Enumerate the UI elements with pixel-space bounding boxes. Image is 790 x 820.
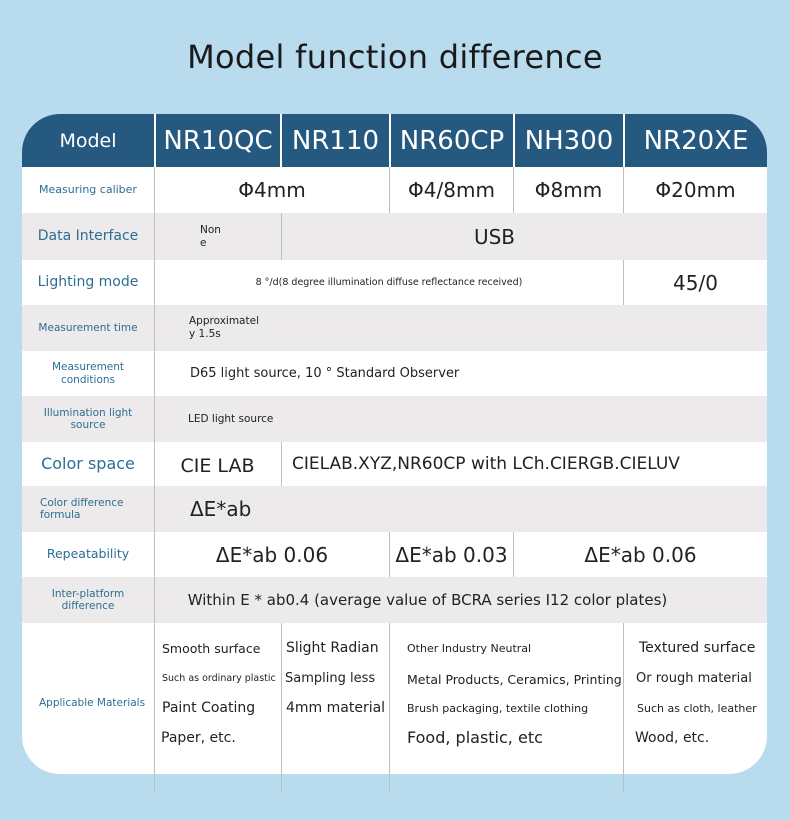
color-difference-value: ΔE*ab [190,497,252,521]
row-label: Repeatability [46,546,130,562]
materials-nr110-line-1: Slight Radian [286,640,379,656]
materials-nr10qc-line-2: Such as ordinary plastic [162,673,276,684]
row-measuring-caliber [22,167,767,213]
materials-nr10qc-line-1: Smooth surface [162,641,261,656]
row-label: Applicable Materials [39,696,146,709]
grid-line [389,532,390,577]
materials-nr110-line-2: Sampling less [285,671,376,686]
caliber-value-nr60cp: Φ4/8mm [408,178,495,202]
materials-nr60cp-nh300-line-1: Other Industry Neutral [407,642,532,655]
materials-nr60cp-nh300-line-4: Food, plastic, etc [407,728,543,747]
row-label: Lighting mode [37,274,139,291]
row-measurement-conditions [22,351,767,396]
row-label: Color space [41,453,135,473]
repeatability-value-nr60cp: ΔE*ab 0.03 [395,542,508,567]
caliber-value-nr10qc-nr110: Φ4mm [238,178,306,202]
interface-value-nr10qc: None [200,223,221,249]
grid-line [513,167,514,213]
caliber-value-nh300: Φ8mm [534,178,603,202]
row-color-difference-formula [22,486,767,532]
grid-line [154,167,155,774]
row-label: Measurement conditions [51,361,125,386]
grid-line [389,623,390,774]
row-inter-platform-difference [22,577,767,623]
header-model-nr10qc: NR10QC [163,125,273,156]
grid-line-overflow [623,774,624,792]
grid-line [281,623,282,774]
row-repeatability [22,532,767,577]
materials-nr20xe-line-1: Textured surface [639,640,756,656]
row-illumination-light-source [22,396,767,442]
page-title: Model function difference [187,38,603,76]
row-label: Measurement time [38,321,138,334]
lighting-value-8d: 8 °/d(8 degree illumination diffuse reflectance received) [255,276,523,288]
materials-nr60cp-nh300-line-2: Metal Products, Ceramics, Printing [407,672,622,687]
grid-line [513,532,514,577]
grid-line-overflow [389,774,390,792]
lighting-value-45-0: 45/0 [673,270,718,295]
header-model-nr20xe: NR20XE [643,125,749,156]
grid-line [281,213,282,260]
repeatability-value-nr10qc-nr110: ΔE*ab 0.06 [215,542,329,567]
grid-line-overflow [281,774,282,792]
grid-line [389,167,390,213]
table-header [22,114,767,167]
row-measurement-time [22,305,767,351]
inter-platform-value: Within E * ab0.4 (average value of BCRA series I12 color plates) [187,591,668,609]
row-label: Color difference formula [40,496,124,521]
grid-line [623,167,624,213]
grid-line [281,442,282,486]
materials-nr10qc-line-3: Paint Coating [162,700,256,716]
grid-line [623,623,624,774]
materials-nr60cp-nh300-line-3: Brush packaging, textile clothing [407,702,589,715]
header-model-nr60cp: NR60CP [399,125,505,156]
row-label: Inter-platform difference [51,587,125,612]
row-color-space [22,442,767,486]
grid-line-overflow [154,774,155,792]
materials-nr20xe-line-3: Such as cloth, leather [637,702,757,715]
row-applicable-materials [22,623,767,774]
row-lighting-mode [22,260,767,305]
row-label: Data Interface [37,228,139,245]
comparison-table [22,114,767,774]
measurement-time-value: Approximately 1.5s [189,315,259,340]
materials-nr10qc-line-4: Paper, etc. [161,730,236,746]
header-model-label: Model [59,129,117,152]
interface-value-usb: USB [473,224,516,249]
color-space-value-others: CIELAB.XYZ,NR60CP with LCh.CIERGB.CIELUV [292,453,680,474]
measurement-conditions-value: D65 light source, 10 ° Standard Observer [190,365,460,381]
grid-line [623,260,624,305]
header-model-nh300: NH300 [524,125,614,156]
illumination-value: LED light source [188,412,274,425]
color-space-value-nr10qc: CIE LAB [180,454,255,477]
row-label: Measuring caliber [39,182,137,196]
row-data-interface [22,213,767,260]
materials-nr110-line-3: 4mm material [286,700,386,716]
materials-nr20xe-line-2: Or rough material [636,671,752,686]
row-label: Illumination light source [43,406,133,431]
caliber-value-nr20xe: Φ20mm [655,178,736,202]
materials-nr20xe-line-4: Wood, etc. [635,730,710,746]
repeatability-value-nh300-nr20xe: ΔE*ab 0.06 [584,542,697,567]
header-model-nr110: NR110 [291,125,380,156]
